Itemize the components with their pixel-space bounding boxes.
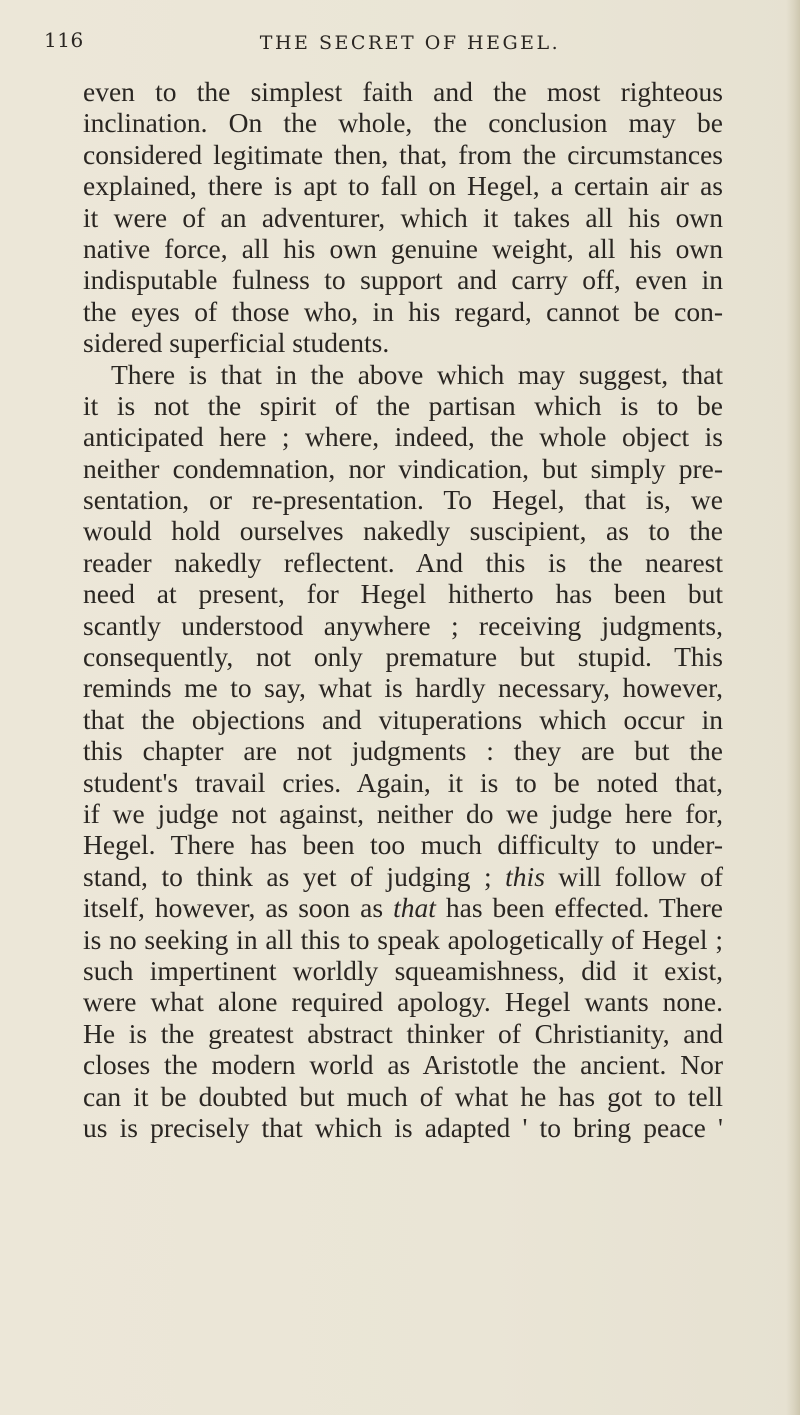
text-line: that the objections and vituperations which occur in bbox=[83, 703, 723, 735]
text-line bbox=[83, 892, 723, 923]
text-line: can it be doubted but much of what he has got to tell bbox=[83, 1080, 723, 1112]
page-edge-shadow bbox=[786, 0, 800, 1415]
text-line: sentation, or re-presentation. To Hegel, that is, we bbox=[83, 484, 723, 516]
text-line: inclination. On the whole, the conclusion may be bbox=[83, 107, 723, 139]
text-run: itself, however, as soon as bbox=[83, 892, 394, 924]
text-line: closes the modern world as Aristotle the ancient. Nor bbox=[83, 1049, 723, 1081]
page-number: 116 bbox=[44, 28, 84, 52]
text-run: will follow of bbox=[544, 860, 723, 892]
text-line: considered legitimate then, that, from the circumstances bbox=[83, 138, 723, 170]
page-header bbox=[40, 24, 760, 64]
paragraph-start-line: There is that in the above which may suggest, that bbox=[111, 358, 723, 390]
text-line: scantly understood anywhere ; receiving judgments, bbox=[83, 609, 723, 641]
text-line: the eyes of those who, in his regard, cannot be con- bbox=[83, 295, 723, 327]
text-line: sidered superficial students. bbox=[83, 327, 390, 359]
text-line: would hold ourselves nakedly suscipient, as to the bbox=[83, 515, 723, 547]
text-line: native force, all his own genuine weight, all his own bbox=[83, 232, 723, 264]
italic-word: that bbox=[393, 892, 436, 924]
text-line: this chapter are not judgments : they are but the bbox=[83, 735, 723, 767]
text-line bbox=[83, 861, 723, 892]
text-line: Hegel. There has been too much difficulty to under- bbox=[83, 829, 723, 861]
text-line: if we judge not against, neither do we judge here for, bbox=[83, 797, 723, 829]
text-line: reminds me to say, what is hardly necessary, however, bbox=[83, 672, 723, 704]
text-line: us is precisely that which is adapted ' to bring peace ' bbox=[83, 1111, 723, 1143]
text-line: even to the simplest faith and the most righteous bbox=[83, 76, 723, 107]
text-line: indisputable fulness to support and carry off, even in bbox=[83, 264, 723, 296]
text-line: it is not the spirit of the partisan which is to be bbox=[83, 389, 723, 421]
text-line: need at present, for Hegel hitherto has been but bbox=[83, 578, 723, 610]
text-line: were what alone required apology. Hegel wants none. bbox=[83, 986, 723, 1018]
text-line: is no seeking in all this to speak apologetically of Hegel ; bbox=[83, 923, 723, 955]
running-head: THE SECRET OF HEGEL. bbox=[259, 32, 561, 54]
text-run: has been effected. There bbox=[435, 892, 723, 924]
text-run: stand, to think as yet of judging ; bbox=[83, 860, 506, 892]
text-line: explained, there is apt to fall on Hegel, a certain air as bbox=[83, 170, 723, 202]
text-line: it were of an adventurer, which it takes all his own bbox=[83, 201, 723, 233]
text-line: such impertinent worldly squeamishness, did it exist, bbox=[83, 954, 723, 986]
text-line: student's travail cries. Again, it is to be noted that, bbox=[83, 766, 723, 798]
italic-word: this bbox=[505, 860, 545, 892]
text-line: consequently, not only premature but stupid. This bbox=[83, 641, 723, 673]
text-line: anticipated here ; where, indeed, the whole object is bbox=[83, 421, 723, 453]
body-text bbox=[83, 76, 723, 1143]
text-line: reader nakedly reflectent. And this is the nearest bbox=[83, 546, 723, 578]
text-line: neither condemnation, nor vindication, but simply pre- bbox=[83, 452, 723, 484]
text-line: He is the greatest abstract thinker of Christianity, and bbox=[83, 1017, 723, 1049]
